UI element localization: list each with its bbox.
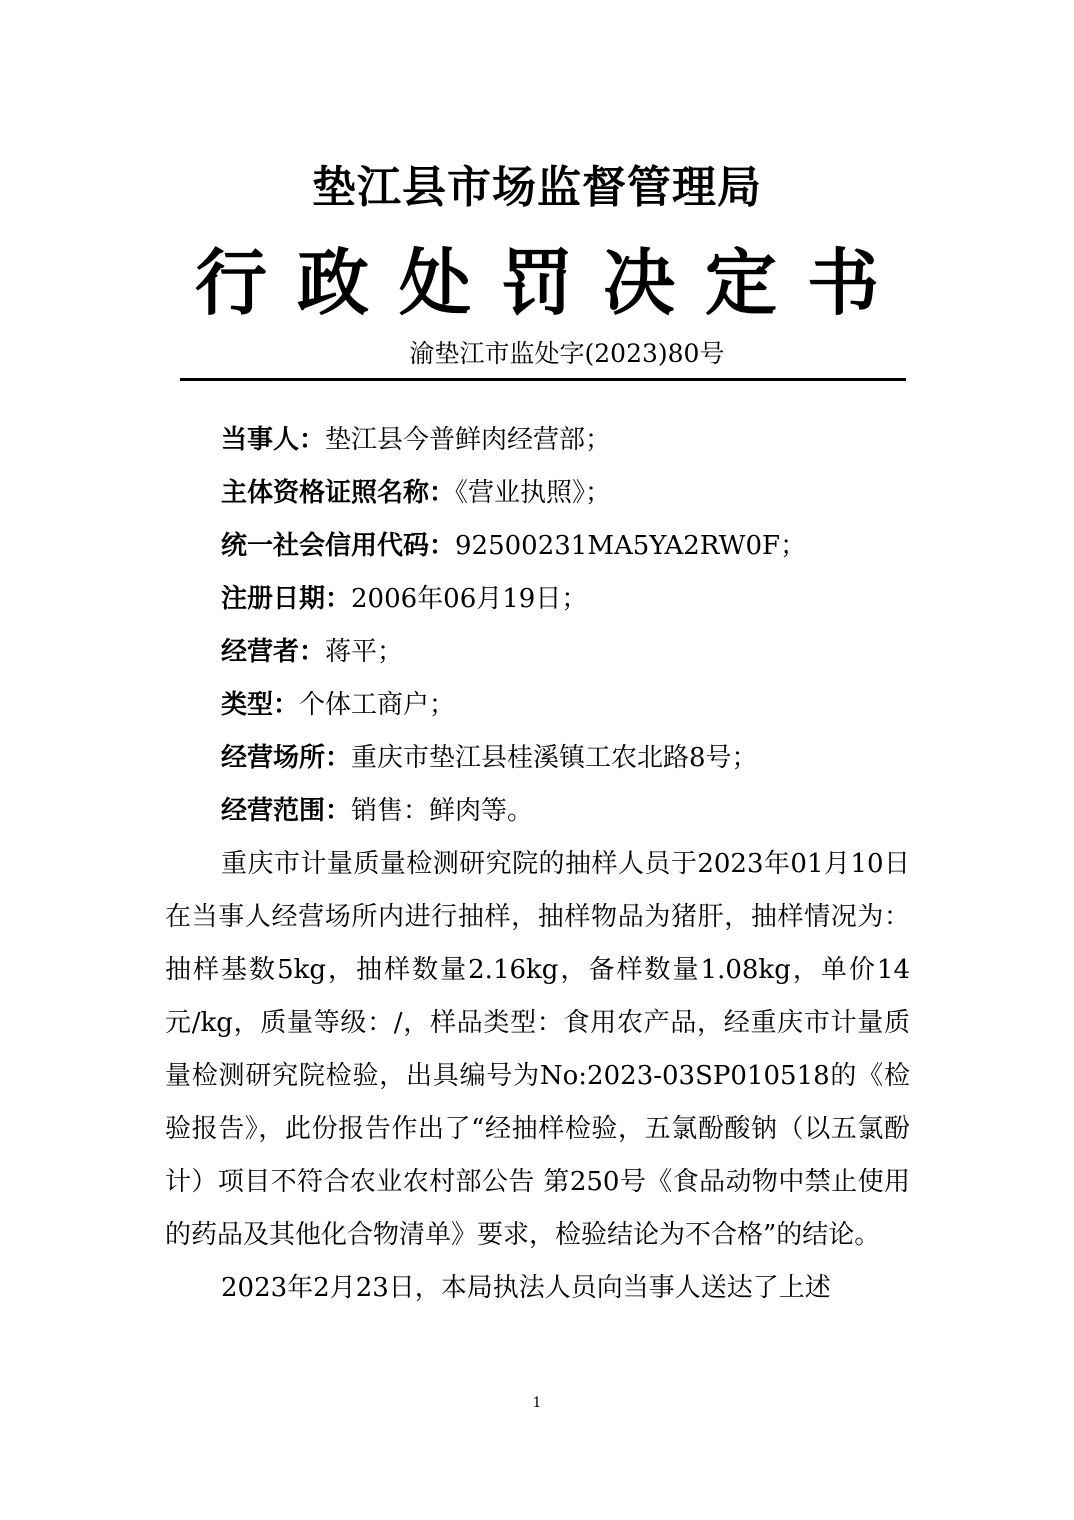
field-operator xyxy=(165,626,910,679)
field-business-scope xyxy=(165,785,910,838)
field-license-name xyxy=(165,467,910,520)
field-credit-code xyxy=(165,520,910,573)
field-value: 重庆市垫江县桂溪镇工农北路8号； xyxy=(351,743,758,773)
document-number: 渝垫江市监处字(2023)80号 xyxy=(409,339,725,368)
field-value: 蒋平； xyxy=(325,637,404,667)
agency-title: 垫江县市场监督管理局 xyxy=(312,162,762,213)
field-type xyxy=(165,679,910,732)
field-party xyxy=(165,414,910,467)
page-number: 1 xyxy=(532,1395,542,1411)
field-value: 个体工商户； xyxy=(299,690,456,720)
field-registration-date xyxy=(165,573,910,626)
body-paragraph: 2023年2月23日，本局执法人员向当事人送达了上述 xyxy=(221,1273,831,1303)
field-label: 注册日期： xyxy=(221,584,352,614)
field-value: 销售：鲜肉等。 xyxy=(351,796,534,826)
field-label: 当事人： xyxy=(221,425,326,455)
field-label: 经营场所： xyxy=(221,743,352,773)
body-paragraph: 重庆市计量质量检测研究院的抽样人员于2023年01月10日在当事人经营场所内进行抽样，抽样物品为猪肝，抽样情况为：抽样基数5kg，抽样数量2.16kg，备样数量1.08kg，单价14元/kg，质量等级：/，样品类型：食用农产品，经重庆市计量质量检测研究院检验，出具编号为No:2023-03SP010518的《检验报告》，此份报告作出了“经抽样检验，五氯酚酸钠（以五氯酚计）项目不符合农业农村部公告 第250号《食品动物中禁止使用的药品及其他化合物清单》要求，检验结论为不合格”的结论。 xyxy=(165,849,910,1250)
field-label: 统一社会信用代码： xyxy=(221,531,456,561)
field-label: 经营范围： xyxy=(221,796,352,826)
field-value: 2006年06月19日； xyxy=(351,584,588,614)
header-divider xyxy=(180,378,906,381)
field-value: 92500231MA5YA2RW0F； xyxy=(455,531,807,561)
field-label: 经营者： xyxy=(221,637,326,667)
field-value: 垫江县今普鲜肉经营部； xyxy=(325,425,612,455)
document-type-title: 行政处罚决定书 xyxy=(194,240,909,325)
field-value: 《营业执照》； xyxy=(455,478,612,508)
field-label: 主体资格证照名称： xyxy=(221,478,456,508)
field-business-premises xyxy=(165,732,910,785)
field-label: 类型： xyxy=(221,690,300,720)
document-body xyxy=(165,414,910,1315)
